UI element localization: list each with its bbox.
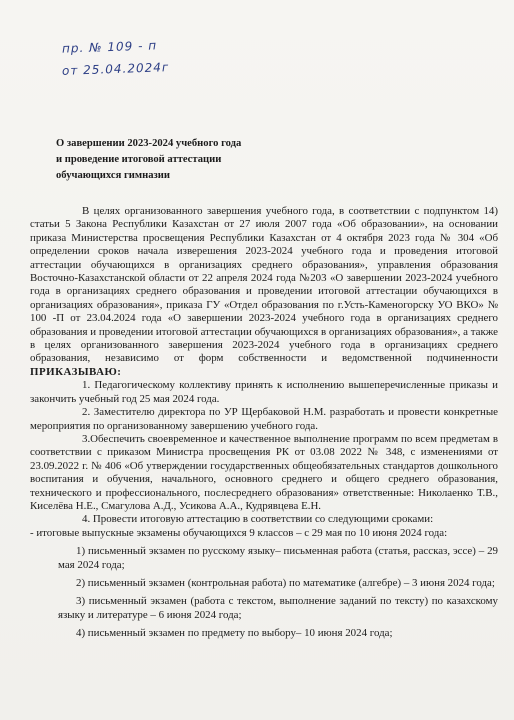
preamble-text: В целях организованного завершения учебного года, в соответствии с подпунктом 14) статьи 5 Закона Республики Казахстан от 27 июля 2007 года «Об образовании», на основании приказа Министерства просвещения Республики Казахстан от 4 октября 2023 года № 304 «Об определении сроков начала изверешения 2023-2024 учебного года и проведения итоговой аттестации обучающихся в организациях среднего образования», управления образования Восточно-Казахстанской области от 22 апреля 2024 года №203 «О завершении 2023-2024 учебного года в организациях среднего образования и проведении итоговой аттестации обучающихся в организациях образования», приказа ГУ «Отдел образования по г.Усть-Каменогорску УО ВКО» № 100 -П от 23.04.2024 года «О завершении 2023-2024 учебного года в организациях среднего образования и проведении итоговой аттестации обучающихся в организациях образования», а также в целях организованного завершения 2023-2024 учебного года в организациях среднего образования, независимо от форм собственности и ведомственной подчиненности — [30, 205, 498, 365]
exam-3: 3) письменный экзамен (работа с текстом, выполнение заданий по тексту) по казахскому языку и литературе – 6 июня 2024 года; — [58, 595, 498, 621]
title-line-1: О завершении 2023-2024 учебного года — [56, 138, 242, 149]
document-body — [30, 205, 498, 641]
order-word: ПРИКАЗЫВАЮ: — [30, 365, 122, 378]
handwritten-order-number: пр. № 109 - п — [61, 38, 158, 56]
item-3: 3.Обеспечить своевременное и качественное выполнение программ по всем предметам в соответствии с приказом Министра просвещения РК от 03.08 2022 № 348, с изменениями от 23.09.2022 г. № 406 «Об утверждении государственных общеобязательных стандартов дошкольного воспитания и обучения, начального, основного среднего и общего среднего образования, технического и профессионального, послесреднего образования» ответственные: Николаенко Т.В., Киселёва Н.Е., Смагулова А.Д., Усикова А.А., Кудрявцева Е.Н. — [30, 432, 498, 512]
title-line-2: и проведение итоговой аттестации — [56, 154, 222, 165]
item-4: 4. Провести итоговую аттестацию в соответствии со следующими сроками: — [82, 513, 434, 526]
item-2: 2. Заместителю директора по УР Щербаковой Н.М. разработать и провести конкретные мероприятия по организованному завершению учебного года. — [30, 406, 498, 432]
item-4-subheading: - итоговые выпускные экзамены обучающихся 9 классов – с 29 мая по 10 июня 2024 года: — [30, 526, 448, 539]
exam-4: 4) письменный экзамен по предмету по выбору– 10 июня 2024 года; — [76, 627, 393, 640]
exam-1: 1) письменный экзамен по русскому языку– письменная работа (статья, рассказ, эссе) – 29 мая 2024 года; — [58, 545, 498, 571]
exam-2: 2) письменный экзамен (контрольная работа) по математике (алгебре) – 3 июня 2024 года; — [76, 576, 495, 589]
document-title — [56, 136, 241, 184]
title-line-3: обучающихся гимназии — [56, 170, 170, 181]
preamble-paragraph — [30, 205, 498, 379]
item-1: 1. Педагогическому коллективу принять к исполнению вышеперечисленные приказы и закончить учебный год 25 мая 2024 года. — [30, 379, 498, 405]
handwritten-order-date: от 25.04.2024г — [61, 60, 170, 78]
